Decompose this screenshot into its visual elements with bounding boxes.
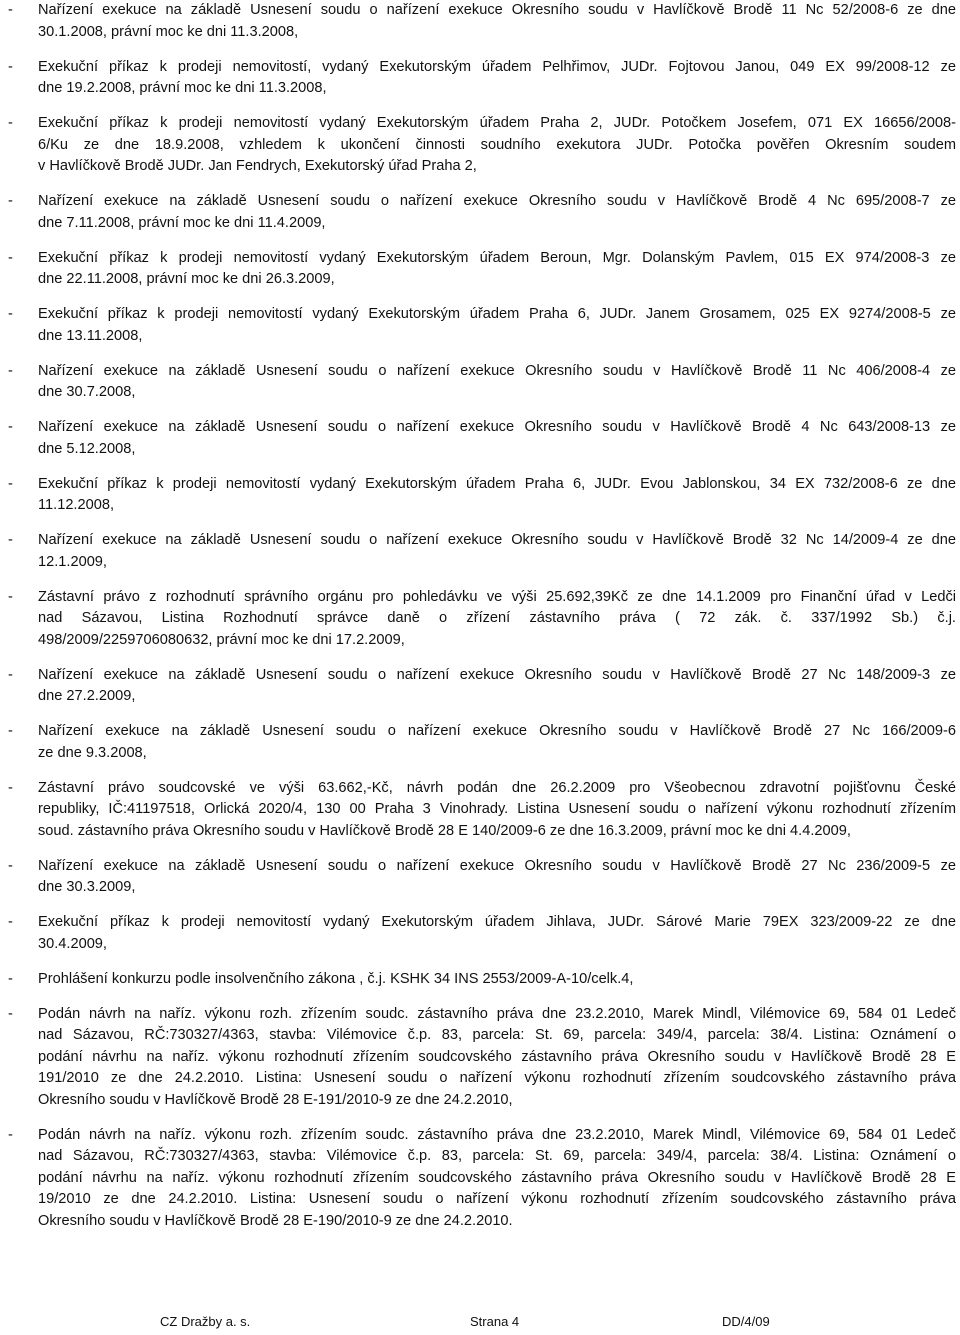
list-item: [8, 248, 956, 291]
entry-text-line: Exekuční příkaz k prodeji nemovitostí vydaný Exekutorským úřadem Praha 2, JUDr. Potočkem Josefem, 071 EX 16656/2008-: [38, 115, 956, 131]
entry-text-line: 11.12.2008,: [38, 497, 115, 513]
entry-text-line: dne 30.7.2008,: [38, 384, 136, 400]
entry-text-line: republiky, IČ:41197518, Orlická 2020/4, 130 00 Praha 3 Vinohrady. Listina Usnesení soudu o nařízení výkonu rozhodnutí zřízením: [38, 801, 956, 817]
entry-text-line: Zástavní právo z rozhodnutí správního orgánu pro pohledávku ve výši 25.692,39Kč ze dne 14.1.2009 pro Finanční úřad v Ledči: [38, 588, 956, 605]
bullet-dash: -: [8, 475, 13, 492]
entry-text: [38, 530, 956, 573]
entry-text: [38, 778, 956, 843]
bullet-dash: -: [8, 914, 13, 930]
entry-text: [38, 248, 956, 291]
entry-text-line: Podán návrh na naříz. výkonu rozh. zřízením soudc. zástavního práva dne 23.2.2010, Marek Mindl, Vilémovice 69, 584 01 Ledeč: [38, 1126, 956, 1143]
entry-text-line: nad Sázavou, Listina Rozhodnutí správce daně o zřízení zástavního práva ( 72 zák. č. 337/1992 Sb.) č.j.: [38, 610, 956, 626]
entry-text-line: 191/2010 ze dne 24.2.2010. Listina: Usnesení soudu o nařízení výkonu rozhodnutí zřízením soudcovského zástavního práva: [38, 1070, 956, 1086]
entry-text-line: Exekuční příkaz k prodeji nemovitostí vydaný Exekutorským úřadem Praha 6, JUDr. Evou Jablonskou, 34 EX 732/2008-6 ze dne: [38, 475, 956, 492]
entry-text-line: Nařízení exekuce na základě Usnesení soudu o nařízení exekuce Okresního soudu v Havlíčkově Brodě 11 Nc 406/2008-4 ze: [38, 362, 956, 379]
entry-text: [38, 191, 956, 234]
bullet-dash: -: [8, 723, 13, 739]
entry-text-line: dne 27.2.2009,: [38, 688, 136, 704]
bullet-dash: -: [8, 1005, 13, 1022]
list-item: [8, 417, 956, 460]
entry-text-line: Exekuční příkaz k prodeji nemovitostí vydaný Exekutorským úřadem Beroun, Mgr. Dolanským Pavlem, 015 EX 974/2008-3 ze: [38, 249, 956, 266]
entry-text: [38, 587, 956, 652]
entry-text: [38, 665, 956, 708]
entry-text-line: nad Sázavou, RČ:730327/4363, stavba: Vilémovice č.p. 83, parcela: St. 69, parcela: 349/4, parcela: 38/4. Listina: Oznámení o: [38, 1148, 956, 1164]
entry-text: [38, 0, 956, 43]
entry-text-line: Podán návrh na naříz. výkonu rozh. zřízením soudc. zástavního práva dne 23.2.2010, Marek Mindl, Vilémovice 69, 584 01 Ledeč: [38, 1005, 956, 1022]
list-item: [8, 778, 956, 843]
entry-text-line: dne 22.11.2008, právní moc ke dni 26.3.2009,: [38, 271, 335, 287]
entry-text-line: soud. zástavního práva Okresního soudu v Havlíčkově Brodě 28 E 140/2009-6 ze dne 16.3.2009, právní moc ke dni 4.4.2009,: [38, 822, 851, 839]
entry-text-line: 19/2010 ze dne 24.2.2010. Listina: Usnesení soudu o nařízení výkonu rozhodnutí zřízením soudcovského zástavního práva: [38, 1191, 956, 1207]
entry-text: [38, 417, 956, 460]
bullet-dash: -: [8, 58, 13, 75]
footer-document-code: DD/4/09: [722, 1314, 770, 1329]
entry-text-line: dne 7.11.2008, právní moc ke dni 11.4.2009,: [38, 214, 326, 231]
entry-text: [38, 304, 956, 347]
entry-text-line: 30.4.2009,: [38, 935, 107, 952]
list-item: [8, 587, 956, 652]
entry-text-line: nad Sázavou, RČ:730327/4363, stavba: Vilémovice č.p. 83, parcela: St. 69, parcela: 349/4, parcela: 38/4. Listina: Oznámení o: [38, 1027, 956, 1043]
list-item: [8, 57, 956, 100]
entry-text: [38, 474, 956, 517]
list-item: [8, 530, 956, 573]
entry-text-line: v Havlíčkově Brodě JUDr. Jan Fendrych, Exekutorský úřad Praha 2,: [38, 158, 477, 174]
footer-company: CZ Dražby a. s.: [160, 1314, 251, 1329]
bullet-dash: -: [8, 115, 13, 131]
entry-text-line: Nařízení exekuce na základě Usnesení soudu o nařízení exekuce Okresního soudu v Havlíčkově Brodě 11 Nc 52/2008-6 ze dne: [38, 2, 956, 18]
list-item: [8, 912, 956, 955]
bullet-dash: -: [8, 306, 13, 322]
list-item: [8, 361, 956, 404]
list-item: [8, 474, 956, 517]
entry-text-line: 12.1.2009,: [38, 553, 107, 570]
entry-text-line: 498/2009/2259706080632, právní moc ke dni 17.2.2009,: [38, 631, 405, 648]
list-item: [8, 665, 956, 708]
entry-text-line: podání návrhu na naříz. výkonu rozhodnutí zřízením soudcovského zástavního práva Okresního soudu v Havlíčkově Brodě 28 E: [38, 1048, 956, 1065]
list-item: [8, 304, 956, 347]
entry-text-line: Nařízení exekuce na základě Usnesení soudu o nařízení exekuce Okresního soudu v Havlíčkově Brodě 32 Nc 14/2009-4 ze dne: [38, 532, 956, 548]
bullet-dash: -: [8, 779, 13, 796]
list-item: [8, 856, 956, 899]
entry-text-line: Prohlášení konkurzu podle insolvenčního zákona , č.j. KSHK 34 INS 2553/2009-A-10/celk.4,: [38, 970, 634, 987]
list-item: [8, 1004, 956, 1112]
entry-text: [38, 361, 956, 404]
entry-text-line: dne 5.12.2008,: [38, 440, 136, 457]
bullet-dash: -: [8, 1126, 13, 1143]
entry-text: [38, 856, 956, 899]
entry-text-line: Exekuční příkaz k prodeji nemovitostí vydaný Exekutorským úřadem Praha 6, JUDr. Janem Grosamem, 025 EX 9274/2008-5 ze: [38, 306, 956, 322]
entry-text: [38, 1125, 956, 1233]
list-item: [8, 1125, 956, 1233]
entry-text-line: Nařízení exekuce na základě Usnesení soudu o nařízení exekuce Okresního soudu v Havlíčkově Brodě 4 Nc 643/2008-13 ze: [38, 419, 956, 435]
list-item: [8, 113, 956, 178]
entry-text: [38, 1004, 956, 1112]
entry-text: [38, 969, 956, 991]
entry-text-line: Okresního soudu v Havlíčkově Brodě 28 E-190/2010-9 ze dne 24.2.2010.: [38, 1212, 513, 1229]
footer-page-number: Strana 4: [470, 1314, 520, 1329]
bullet-dash: -: [8, 193, 13, 209]
entry-text-line: Nařízení exekuce na základě Usnesení soudu o nařízení exekuce Okresního soudu v Havlíčkově Brodě 27 Nc 236/2009-5 ze: [38, 857, 956, 874]
list-item: [8, 969, 956, 991]
bullet-dash: -: [8, 2, 13, 18]
entry-text-line: dne 30.3.2009,: [38, 879, 136, 895]
list-item: [8, 0, 956, 43]
bullet-dash: -: [8, 419, 13, 435]
entry-list: [8, 0, 956, 1246]
entry-text-line: Exekuční příkaz k prodeji nemovitostí vydaný Exekutorským úřadem Jihlava, JUDr. Sárové Marie 79EX 323/2009-22 ze dne: [38, 914, 956, 930]
bullet-dash: -: [8, 666, 13, 683]
entry-text-line: Nařízení exekuce na základě Usnesení soudu o nařízení exekuce Okresního soudu v Havlíčkově Brodě 4 Nc 695/2008-7 ze: [38, 193, 956, 209]
entry-text-line: Nařízení exekuce na základě Usnesení soudu o nařízení exekuce Okresního soudu v Havlíčkově Brodě 27 Nc 148/2009-3 ze: [38, 666, 956, 683]
bullet-dash: -: [8, 362, 13, 379]
bullet-dash: -: [8, 249, 13, 266]
list-item: [8, 191, 956, 234]
bullet-dash: -: [8, 532, 13, 548]
entry-text-line: Zástavní právo soudcovské ve výši 63.662,-Kč, návrh podán dne 26.2.2009 pro Všeobecnou zdravotní pojišťovnu České: [38, 779, 956, 796]
list-item: [8, 721, 956, 764]
page-footer: [0, 1314, 960, 1334]
entry-text-line: dne 19.2.2008, právní moc ke dni 11.3.2008,: [38, 80, 327, 96]
bullet-dash: -: [8, 588, 13, 605]
entry-text: [38, 113, 956, 178]
entry-text: [38, 912, 956, 955]
entry-text-line: 30.1.2008, právní moc ke dni 11.3.2008,: [38, 23, 299, 40]
entry-text-line: Nařízení exekuce na základě Usnesení soudu o nařízení exekuce Okresního soudu v Havlíčkově Brodě 27 Nc 166/2009-6: [38, 723, 956, 739]
entry-text-line: dne 13.11.2008,: [38, 327, 143, 344]
entry-text-line: Exekuční příkaz k prodeji nemovitostí, vydaný Exekutorským úřadem Pelhřimov, JUDr. Fojtovou Janou, 049 EX 99/2008-12 ze: [38, 58, 956, 75]
entry-text-line: podání návrhu na naříz. výkonu rozhodnutí zřízením soudcovského zástavního práva Okresního soudu v Havlíčkově Brodě 28 E: [38, 1169, 956, 1186]
bullet-dash: -: [8, 970, 13, 987]
entry-text-line: 6/Ku ze dne 18.9.2008, vzhledem k ukončení činnosti soudního exekutora JUDr. Potočka pověřen Okresním soudem: [38, 136, 956, 153]
bullet-dash: -: [8, 857, 13, 874]
entry-text: [38, 721, 956, 764]
entry-text-line: Okresního soudu v Havlíčkově Brodě 28 E-191/2010-9 ze dne 24.2.2010,: [38, 1091, 513, 1108]
entry-text-line: ze dne 9.3.2008,: [38, 744, 147, 761]
entry-text: [38, 57, 956, 100]
